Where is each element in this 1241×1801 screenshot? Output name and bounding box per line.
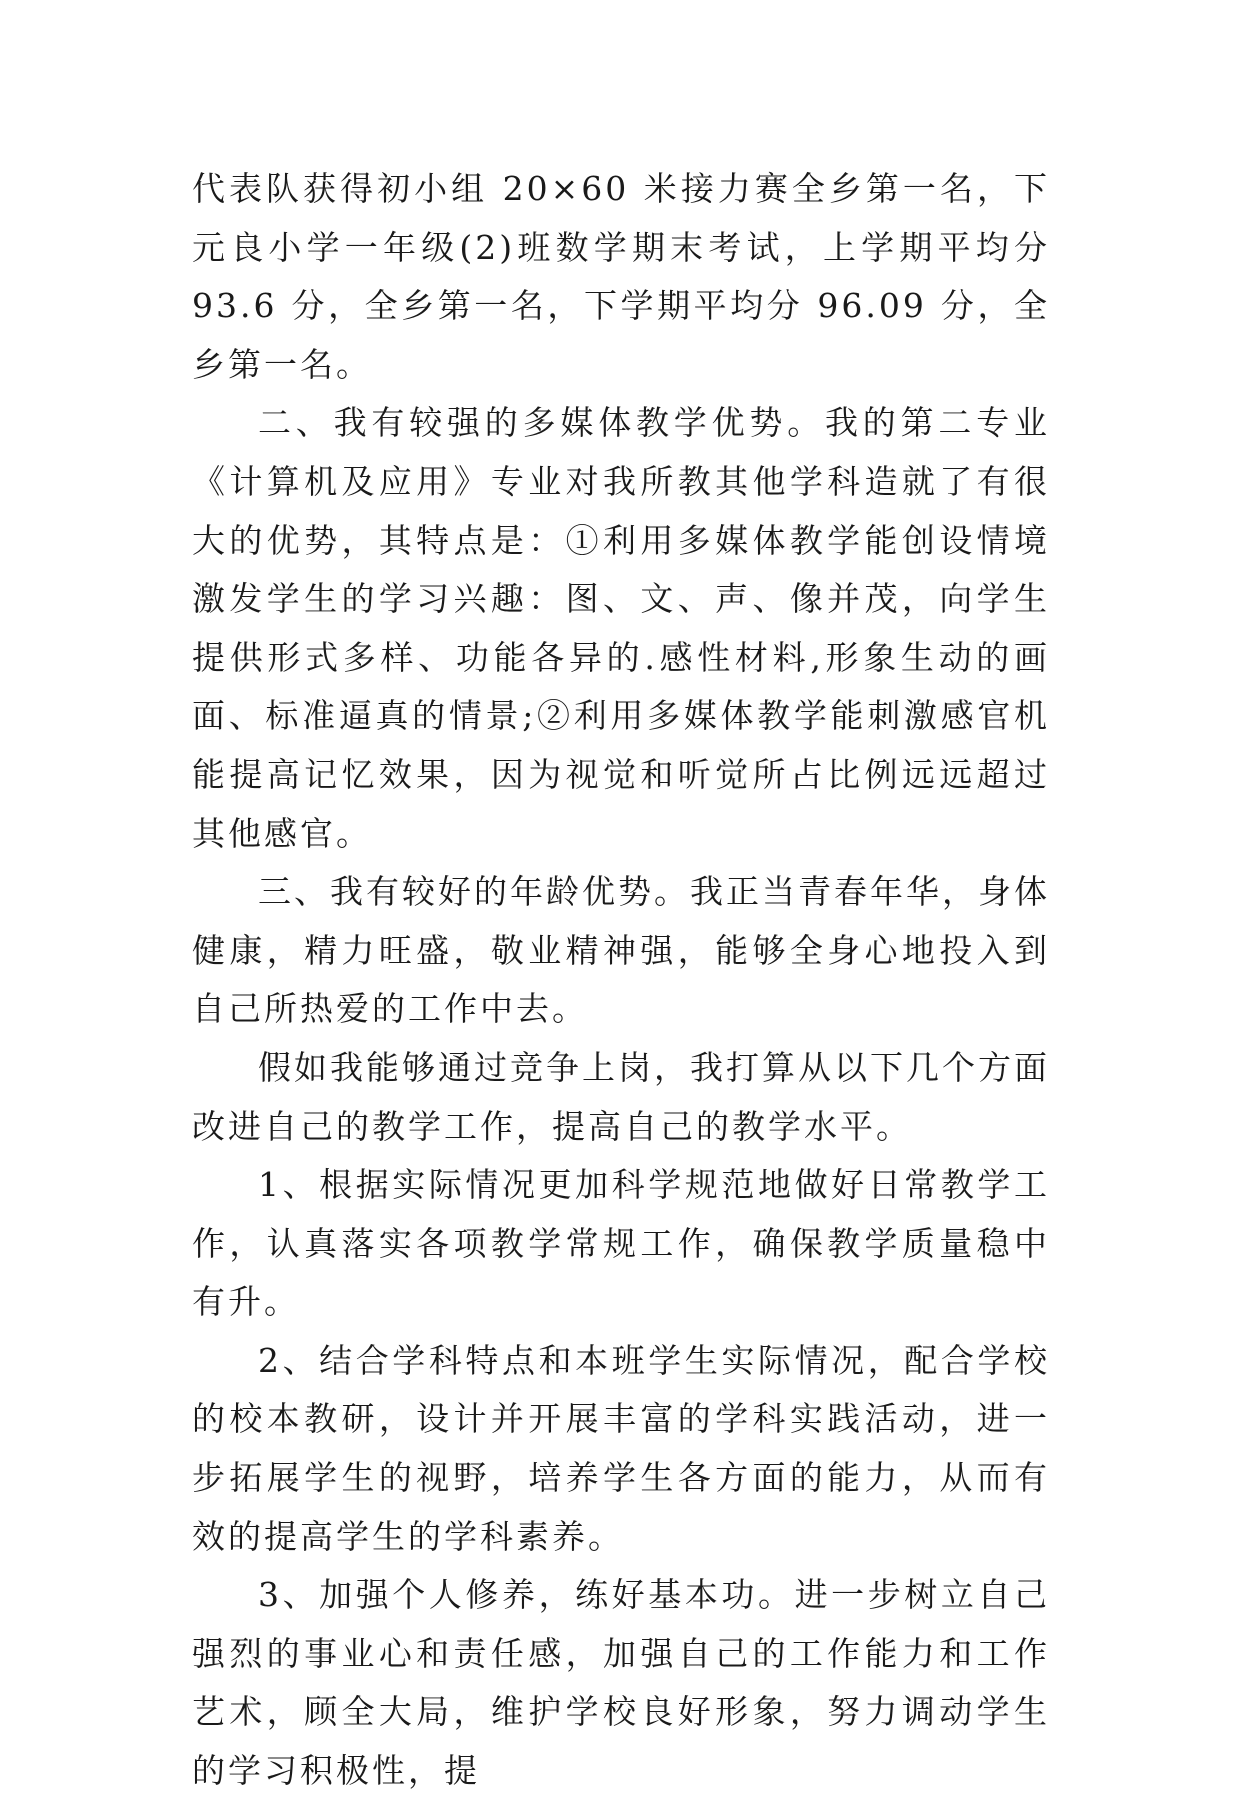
body-text <box>192 160 1050 1801</box>
paragraph-improvement-plan-intro: 假如我能够通过竞争上岗，我打算从以下几个方面改进自己的教学工作，提高自己的教学水平。 <box>192 1047 1050 1146</box>
paragraph-continuation: 代表队获得初小组 20×60 米接力赛全乡第一名，下元良小学一年级(2)班数学期末考试，上学期平均分 93.6 分，全乡第一名，下学期平均分 96.09 分，全乡第一名。 <box>192 169 1050 384</box>
paragraph-plan-item-2: 2、结合学科特点和本班学生实际情况，配合学校的校本教研，设计并开展丰富的学科实践活动，进一步拓展学生的视野，培养学生各方面的能力，从而有效的提高学生的学科素养。 <box>192 1340 1050 1556</box>
paragraph-plan-item-3: 3、加强个人修养，练好基本功。进一步树立自己强烈的事业心和责任感，加强自己的工作能力和工作艺术，顾全大局，维护学校良好形象，努力调动学生的学习积极性，提 <box>192 1575 1050 1791</box>
paragraph-plan-item-1: 1、根据实际情况更加科学规范地做好日常教学工作，认真落实各项教学常规工作，确保教学质量稳中有升。 <box>192 1165 1050 1322</box>
paragraph-age-advantage: 三、我有较好的年龄优势。我正当青春年华，身体健康，精力旺盛，敬业精神强，能够全身心地投入到自己所热爱的工作中去。 <box>192 872 1050 1029</box>
paragraph-multimedia-advantage: 二、我有较强的多媒体教学优势。我的第二专业《计算机及应用》专业对我所教其他学科造就了有很大的优势，其特点是：①利用多媒体教学能创设情境激发学生的学习兴趣：图、文、声、像并茂，向学生提供形式多样、功能各异的.感性材料,形象生动的画面、标准逼真的情景;②利用多媒体教学能刺激感官机能提高记忆效果，因为视觉和听觉所占比例远远超过其他感官。 <box>192 403 1050 853</box>
